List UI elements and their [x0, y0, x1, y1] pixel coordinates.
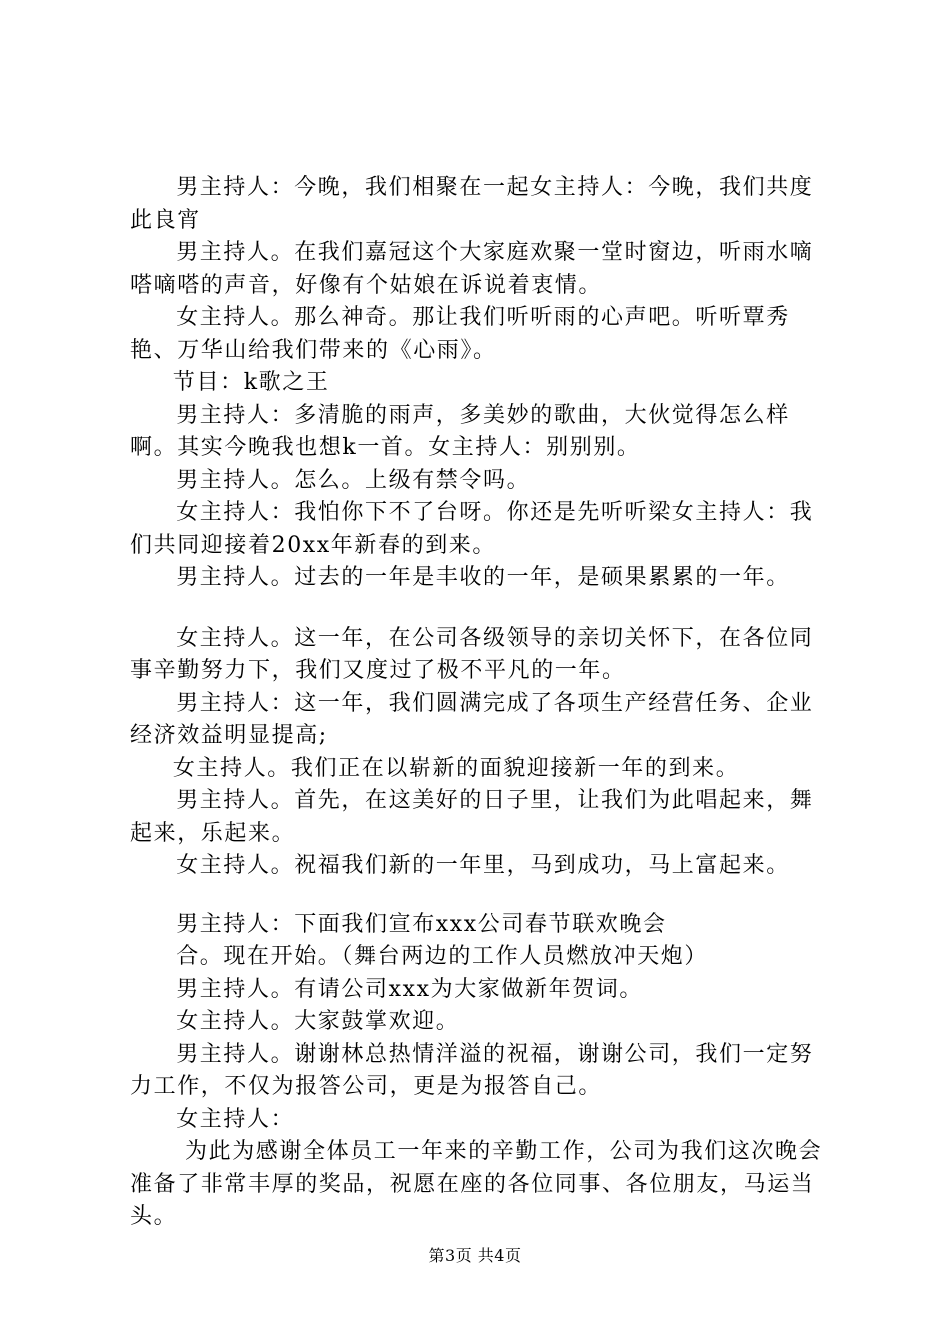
- paragraph: 男主持人。怎么。上级有禁令吗。: [176, 467, 531, 493]
- paragraph: 女主持人：: [176, 1106, 295, 1132]
- paragraph: 男主持人。有请公司xxx为大家做新年贺词。: [176, 976, 644, 1002]
- paragraph: 男主持人：今晚，我们相聚在一起女主持人：今晚，我们共度此良宵: [130, 175, 814, 233]
- paragraph: 男主持人：多清脆的雨声，多美妙的歌曲，大伙觉得怎么样啊。其实今晚我也想k一首。女主持人：别别别。: [130, 402, 790, 460]
- page-number-footer: 第3页 共4页: [428, 1246, 522, 1265]
- paragraph: 男主持人：下面我们宣布xxx公司春节联欢晚会: [176, 911, 667, 937]
- paragraph: 男主持人。谢谢林总热情洋溢的祝福，谢谢公司，我们一定努力工作，不仅为报答公司，更是为报答自己。: [130, 1041, 814, 1099]
- paragraph: 男主持人。过去的一年是丰收的一年，是硕果累累的一年。: [176, 565, 790, 590]
- paragraph: 女主持人。那么神奇。那让我们听听雨的心声吧。听听覃秀艳、万华山给我们带来的《心雨》。: [130, 305, 790, 363]
- paragraph: 男主持人。首先，在这美好的日子里，让我们为此唱起来，舞起来，乐起来。: [130, 788, 814, 846]
- paragraph: 节目：k歌之王: [172, 370, 330, 395]
- paragraph: 合。现在开始。（舞台两边的工作人员燃放冲天炮）: [176, 944, 708, 969]
- paragraph: 为此为感谢全体员工一年来的辛勤工作，公司为我们这次晚会准备了非常丰厚的奖品，祝愿在座的各位同事、各位朋友，马运当头。: [130, 1139, 823, 1229]
- paragraph: 女主持人。这一年，在公司各级领导的亲切关怀下，在各位同事辛勤努力下，我们又度过了极不平凡的一年。: [130, 625, 814, 683]
- paragraph: 女主持人：我怕你下不了台呀。你还是先听听梁女主持人：我们共同迎接着20xx年新春的到来。: [130, 500, 814, 558]
- paragraph: 女主持人。大家鼓掌欢迎。: [176, 1009, 460, 1034]
- paragraph: 男主持人：这一年，我们圆满完成了各项生产经营任务、企业经济效益明显提高;: [130, 690, 814, 748]
- paragraph: 男主持人。在我们嘉冠这个大家庭欢聚一堂时窗边，听雨水嘀嗒嘀嗒的声音，好像有个姑娘在诉说着衷情。: [130, 240, 814, 298]
- paragraph: 女主持人。我们正在以崭新的面貌迎接新一年的到来。: [172, 755, 740, 781]
- paragraph: 女主持人。祝福我们新的一年里，马到成功，马上富起来。: [176, 853, 790, 878]
- document-body: [130, 172, 830, 1234]
